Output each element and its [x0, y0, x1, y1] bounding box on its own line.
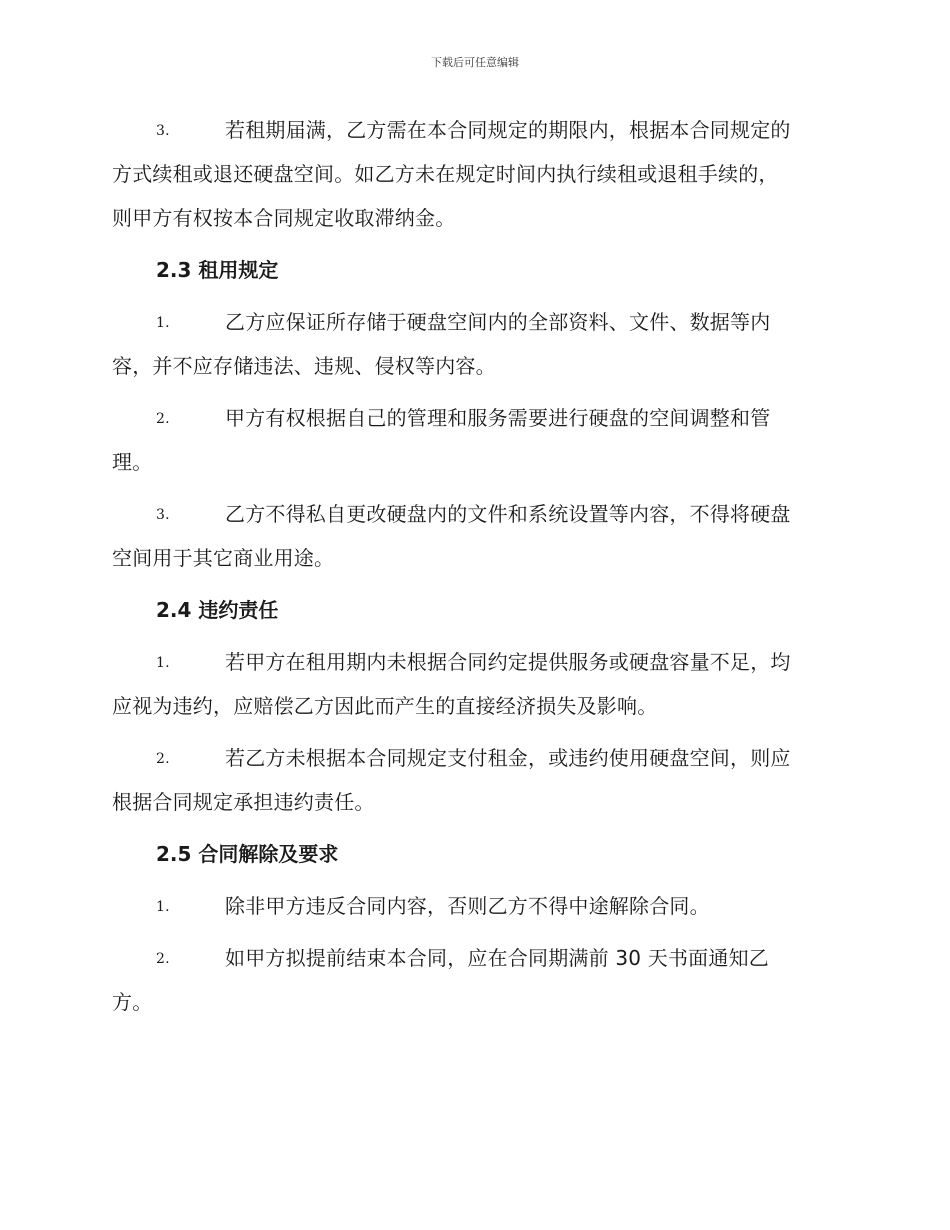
- clause-text: 空间用于其它商业用途。: [112, 546, 335, 570]
- numbered-clause: [112, 942, 842, 1019]
- clause-line: [112, 786, 842, 819]
- clause-text: 若租期届满，乙方需在本合同规定的期限内，根据本合同规定的: [225, 118, 791, 142]
- clause-number: 2.: [156, 411, 170, 427]
- clause-text: 若乙方未根据本合同规定支付租金，或违约使用硬盘空间，则应: [225, 746, 791, 770]
- clause-line: [112, 542, 842, 575]
- clause-text: 若甲方在租用期内未根据合同约定提供服务或硬盘容量不足，均: [225, 650, 791, 674]
- numbered-clause: [112, 890, 842, 923]
- clause-text: 乙方不得私自更改硬盘内的文件和系统设置等内容，不得将硬盘: [225, 502, 791, 526]
- clause-line: [112, 942, 842, 986]
- clause-line: [112, 498, 842, 542]
- section-heading: 2.5 合同解除及要求: [156, 842, 339, 866]
- clause-text: 根据合同规定承担违约责任。: [112, 790, 375, 814]
- clause-text: 应视为违约，应赔偿乙方因此而产生的直接经济损失及影响。: [112, 694, 658, 718]
- clause-line: [112, 306, 842, 350]
- clause-text: 如甲方拟提前结束本合同，应在合同期满前 30 天书面通知乙: [225, 946, 769, 970]
- numbered-clause: [112, 646, 842, 723]
- clause-number: 1.: [156, 655, 170, 671]
- clause-line: [112, 202, 842, 235]
- clause-line: [112, 890, 842, 923]
- clause-text: 容，并不应存储违法、违规、侵权等内容。: [112, 354, 496, 378]
- clause-text: 方。: [112, 990, 153, 1014]
- clause-line: [112, 402, 842, 446]
- clause-number: 1.: [156, 899, 170, 915]
- clause-number: 2.: [156, 951, 170, 967]
- clause-number: 2.: [156, 751, 170, 767]
- clause-text: 理。: [112, 450, 153, 474]
- clause-line: [112, 986, 842, 1019]
- clause-text: 甲方有权根据自己的管理和服务需要进行硬盘的空间调整和管: [225, 406, 771, 430]
- numbered-clause: [112, 114, 842, 235]
- clause-number: 3.: [156, 123, 170, 139]
- clause-line: [112, 446, 842, 479]
- clause-number: 3.: [156, 507, 170, 523]
- numbered-clause: [112, 742, 842, 819]
- numbered-clause: [112, 498, 842, 575]
- clause-line: [112, 350, 842, 383]
- document-body: [112, 114, 842, 1038]
- clause-text: 则甲方有权按本合同规定收取滞纳金。: [112, 206, 456, 230]
- clause-text: 乙方应保证所存储于硬盘空间内的全部资料、文件、数据等内: [225, 310, 771, 334]
- clause-line: [112, 158, 842, 202]
- clause-line: [112, 114, 842, 158]
- clause-number: 1.: [156, 315, 170, 331]
- section-heading: 2.3 租用规定: [156, 258, 279, 282]
- numbered-clause: [112, 402, 842, 479]
- clause-line: [112, 646, 842, 690]
- numbered-clause: [112, 306, 842, 383]
- clause-text: 除非甲方违反合同内容，否则乙方不得中途解除合同。: [225, 894, 710, 918]
- clause-text: 方式续租或退还硬盘空间。如乙方未在规定时间内执行续租或退租手续的，: [112, 162, 779, 186]
- clause-line: [112, 742, 842, 786]
- page-header: 下载后可任意编辑: [431, 56, 519, 69]
- clause-line: [112, 690, 842, 723]
- section-heading: 2.4 违约责任: [156, 598, 279, 622]
